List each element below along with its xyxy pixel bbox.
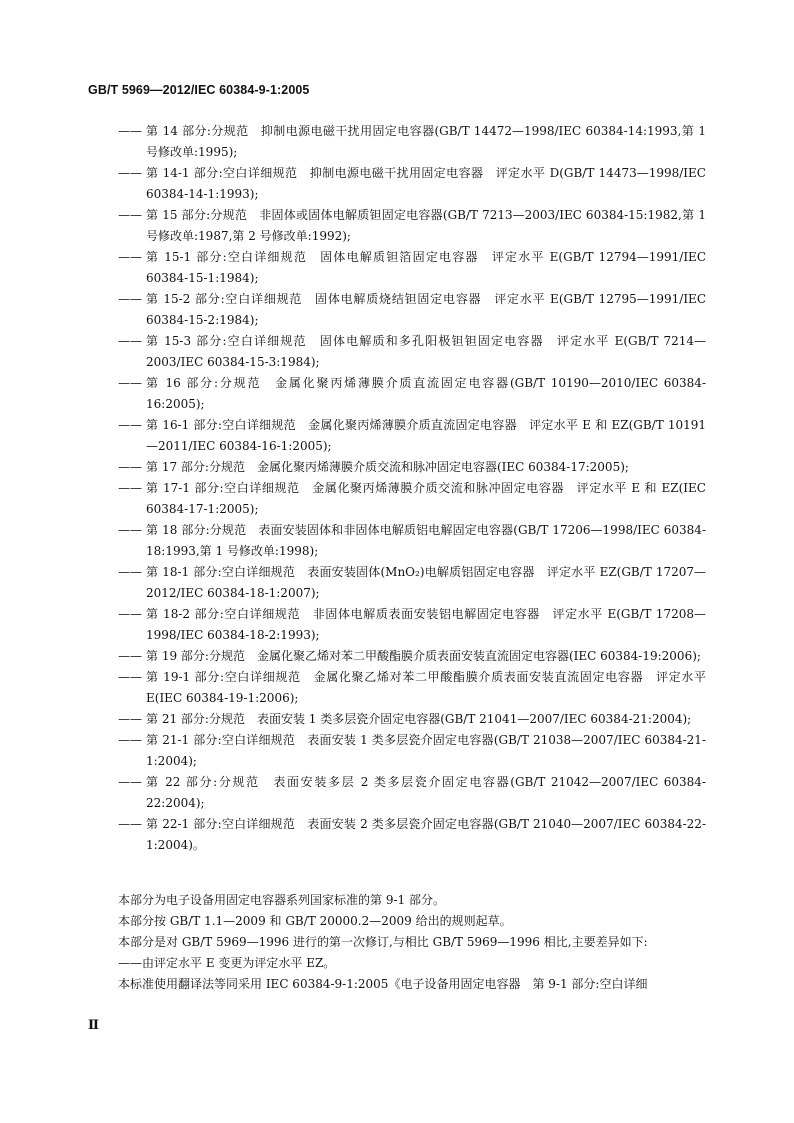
list-item [118,457,706,478]
list-item [118,289,706,331]
list-item-text: 第 21-1 部分:空白详细规范 表面安装 1 类多层瓷介固定电容器(GB/T 21038—2007/IEC 60384-21-1:2004); [146,733,706,768]
paragraph-adoption-note: 本标准使用翻译法等同采用 IEC 60384-9-1:2005《电子设备用固定电容器 第 9-1 部分:空白详细 [118,977,648,991]
list-item-text: 第 14 部分:分规范 抑制电源电磁干扰用固定电容器(GB/T 14472—1998/IEC 60384-14:1993,第 1 号修改单:1995); [146,124,706,159]
list-dash: —— [118,733,142,747]
list-item [118,604,706,646]
list-item [118,730,706,772]
paragraph-part-scope: 本部分为电子设备用固定电容器系列国家标准的第 9-1 部分。 [118,893,445,907]
list-dash: —— [118,670,142,684]
list-item [118,373,706,415]
list-item-text: 第 19 部分:分规范 金属化聚乙烯对苯二甲酸酯膜介质表面安装直流固定电容器(IEC 60384-19:2006); [146,649,701,663]
list-item-text: 第 18-2 部分:空白详细规范 非固体电解质表面安装铝电解固定电容器 评定水平 E(GB/T 17208—1998/IEC 60384-18-2:1993); [146,607,706,642]
list-item-text: 第 19-1 部分:空白详细规范 金属化聚乙烯对苯二甲酸酯膜介质表面安装直流固定电容器 评定水平 E(IEC 60384-19-1:2006); [146,670,706,705]
list-item-text: 第 15 部分:分规范 非固体或固体电解质钽固定电容器(GB/T 7213—2003/IEC 60384-15:1982,第 1 号修改单:1987,第 2 号修改单:1992); [146,208,706,243]
list-item-text: 第 18-1 部分:空白详细规范 表面安装固体(MnO₂)电解质铝固定电容器 评定水平 EZ(GB/T 17207—2012/IEC 60384-18-1:2007); [146,565,706,600]
list-dash: —— [118,460,142,474]
list-dash: —— [118,775,142,789]
list-item-text: 第 21 部分:分规范 表面安装 1 类多层瓷介固定电容器(GB/T 21041—2007/IEC 60384-21:2004); [146,712,692,726]
list-item [118,562,706,604]
list-dash: —— [118,166,142,180]
list-dash: —— [118,481,142,495]
list-dash: —— [118,565,142,579]
list-item [118,415,706,457]
list-item [118,772,706,814]
list-item [118,478,706,520]
list-dash: —— [118,649,142,663]
list-item [118,163,706,205]
list-item-text: 第 15-2 部分:空白详细规范 固体电解质烧结钽固定电容器 评定水平 E(GB/T 12795—1991/IEC 60384-15-2:1984); [146,292,706,327]
list-item [118,814,706,856]
paragraph-change-item: ——由评定水平 E 变更为评定水平 EZ。 [118,956,336,970]
list-item-text: 第 16-1 部分:空白详细规范 金属化聚丙烯薄膜介质直流固定电容器 评定水平 E 和 EZ(GB/T 10191—2011/IEC 60384-16-1:2005); [146,418,706,453]
list-item [118,331,706,373]
list-dash: —— [118,334,142,348]
list-item [118,646,706,667]
list-dash: —— [118,376,142,390]
list-item-text: 第 14-1 部分:空白详细规范 抑制电源电磁干扰用固定电容器 评定水平 D(GB/T 14473—1998/IEC 60384-14-1:1993); [146,166,706,201]
list-dash: —— [118,712,142,726]
list-dash: —— [118,208,142,222]
page-number: Ⅱ [88,1018,99,1033]
list-item [118,709,706,730]
list-dash: —— [118,250,142,264]
list-item-text: 第 17-1 部分:空白详细规范 金属化聚丙烯薄膜介质交流和脉冲固定电容器 评定水平 E 和 EZ(IEC 60384-17-1:2005); [146,481,706,516]
list-item [118,121,706,163]
list-dash: —— [118,418,142,432]
list-dash: —— [118,523,142,537]
list-dash: —— [118,607,142,621]
body-paragraphs [88,890,706,995]
list-item-text: 第 18 部分:分规范 表面安装固体和非固体电解质铝电解固定电容器(GB/T 17206—1998/IEC 60384-18:1993,第 1 号修改单:1998); [146,523,706,558]
list-item [118,520,706,562]
list-item-text: 第 22-1 部分:空白详细规范 表面安装 2 类多层瓷介固定电容器(GB/T 21040—2007/IEC 60384-22-1:2004)。 [146,817,706,852]
list-item [118,205,706,247]
list-item [118,247,706,289]
list-item [118,667,706,709]
list-dash: —— [118,817,142,831]
list-item-text: 第 17 部分:分规范 金属化聚丙烯薄膜介质交流和脉冲固定电容器(IEC 60384-17:2005); [146,460,629,474]
list-item-text: 第 22 部分:分规范 表面安装多层 2 类多层瓷介固定电容器(GB/T 21042—2007/IEC 60384-22:2004); [146,775,706,810]
list-item-text: 第 15-3 部分:空白详细规范 固体电解质和多孔阳极钽钽固定电容器 评定水平 E(GB/T 7214—2003/IEC 60384-15-3:1984); [146,334,706,369]
paragraph-drafting-rules: 本部分按 GB/T 1.1—2009 和 GB/T 20000.2—2009 给出的规则起草。 [118,914,512,928]
list-item-text: 第 16 部分:分规范 金属化聚丙烯薄膜介质直流固定电容器(GB/T 10190—2010/IEC 60384-16:2005); [146,376,706,411]
list-dash: —— [118,124,142,138]
standard-code-header: GB/T 5969—2012/IEC 60384-9-1:2005 [88,83,310,97]
paragraph-revision-note: 本部分是对 GB/T 5969—1996 进行的第一次修订,与相比 GB/T 5969—1996 相比,主要差异如下: [118,935,648,949]
standard-parts-list [118,121,706,856]
list-dash: —— [118,292,142,306]
list-item-text: 第 15-1 部分:空白详细规范 固体电解质钽箔固定电容器 评定水平 E(GB/T 12794—1991/IEC 60384-15-1:1984); [146,250,706,285]
